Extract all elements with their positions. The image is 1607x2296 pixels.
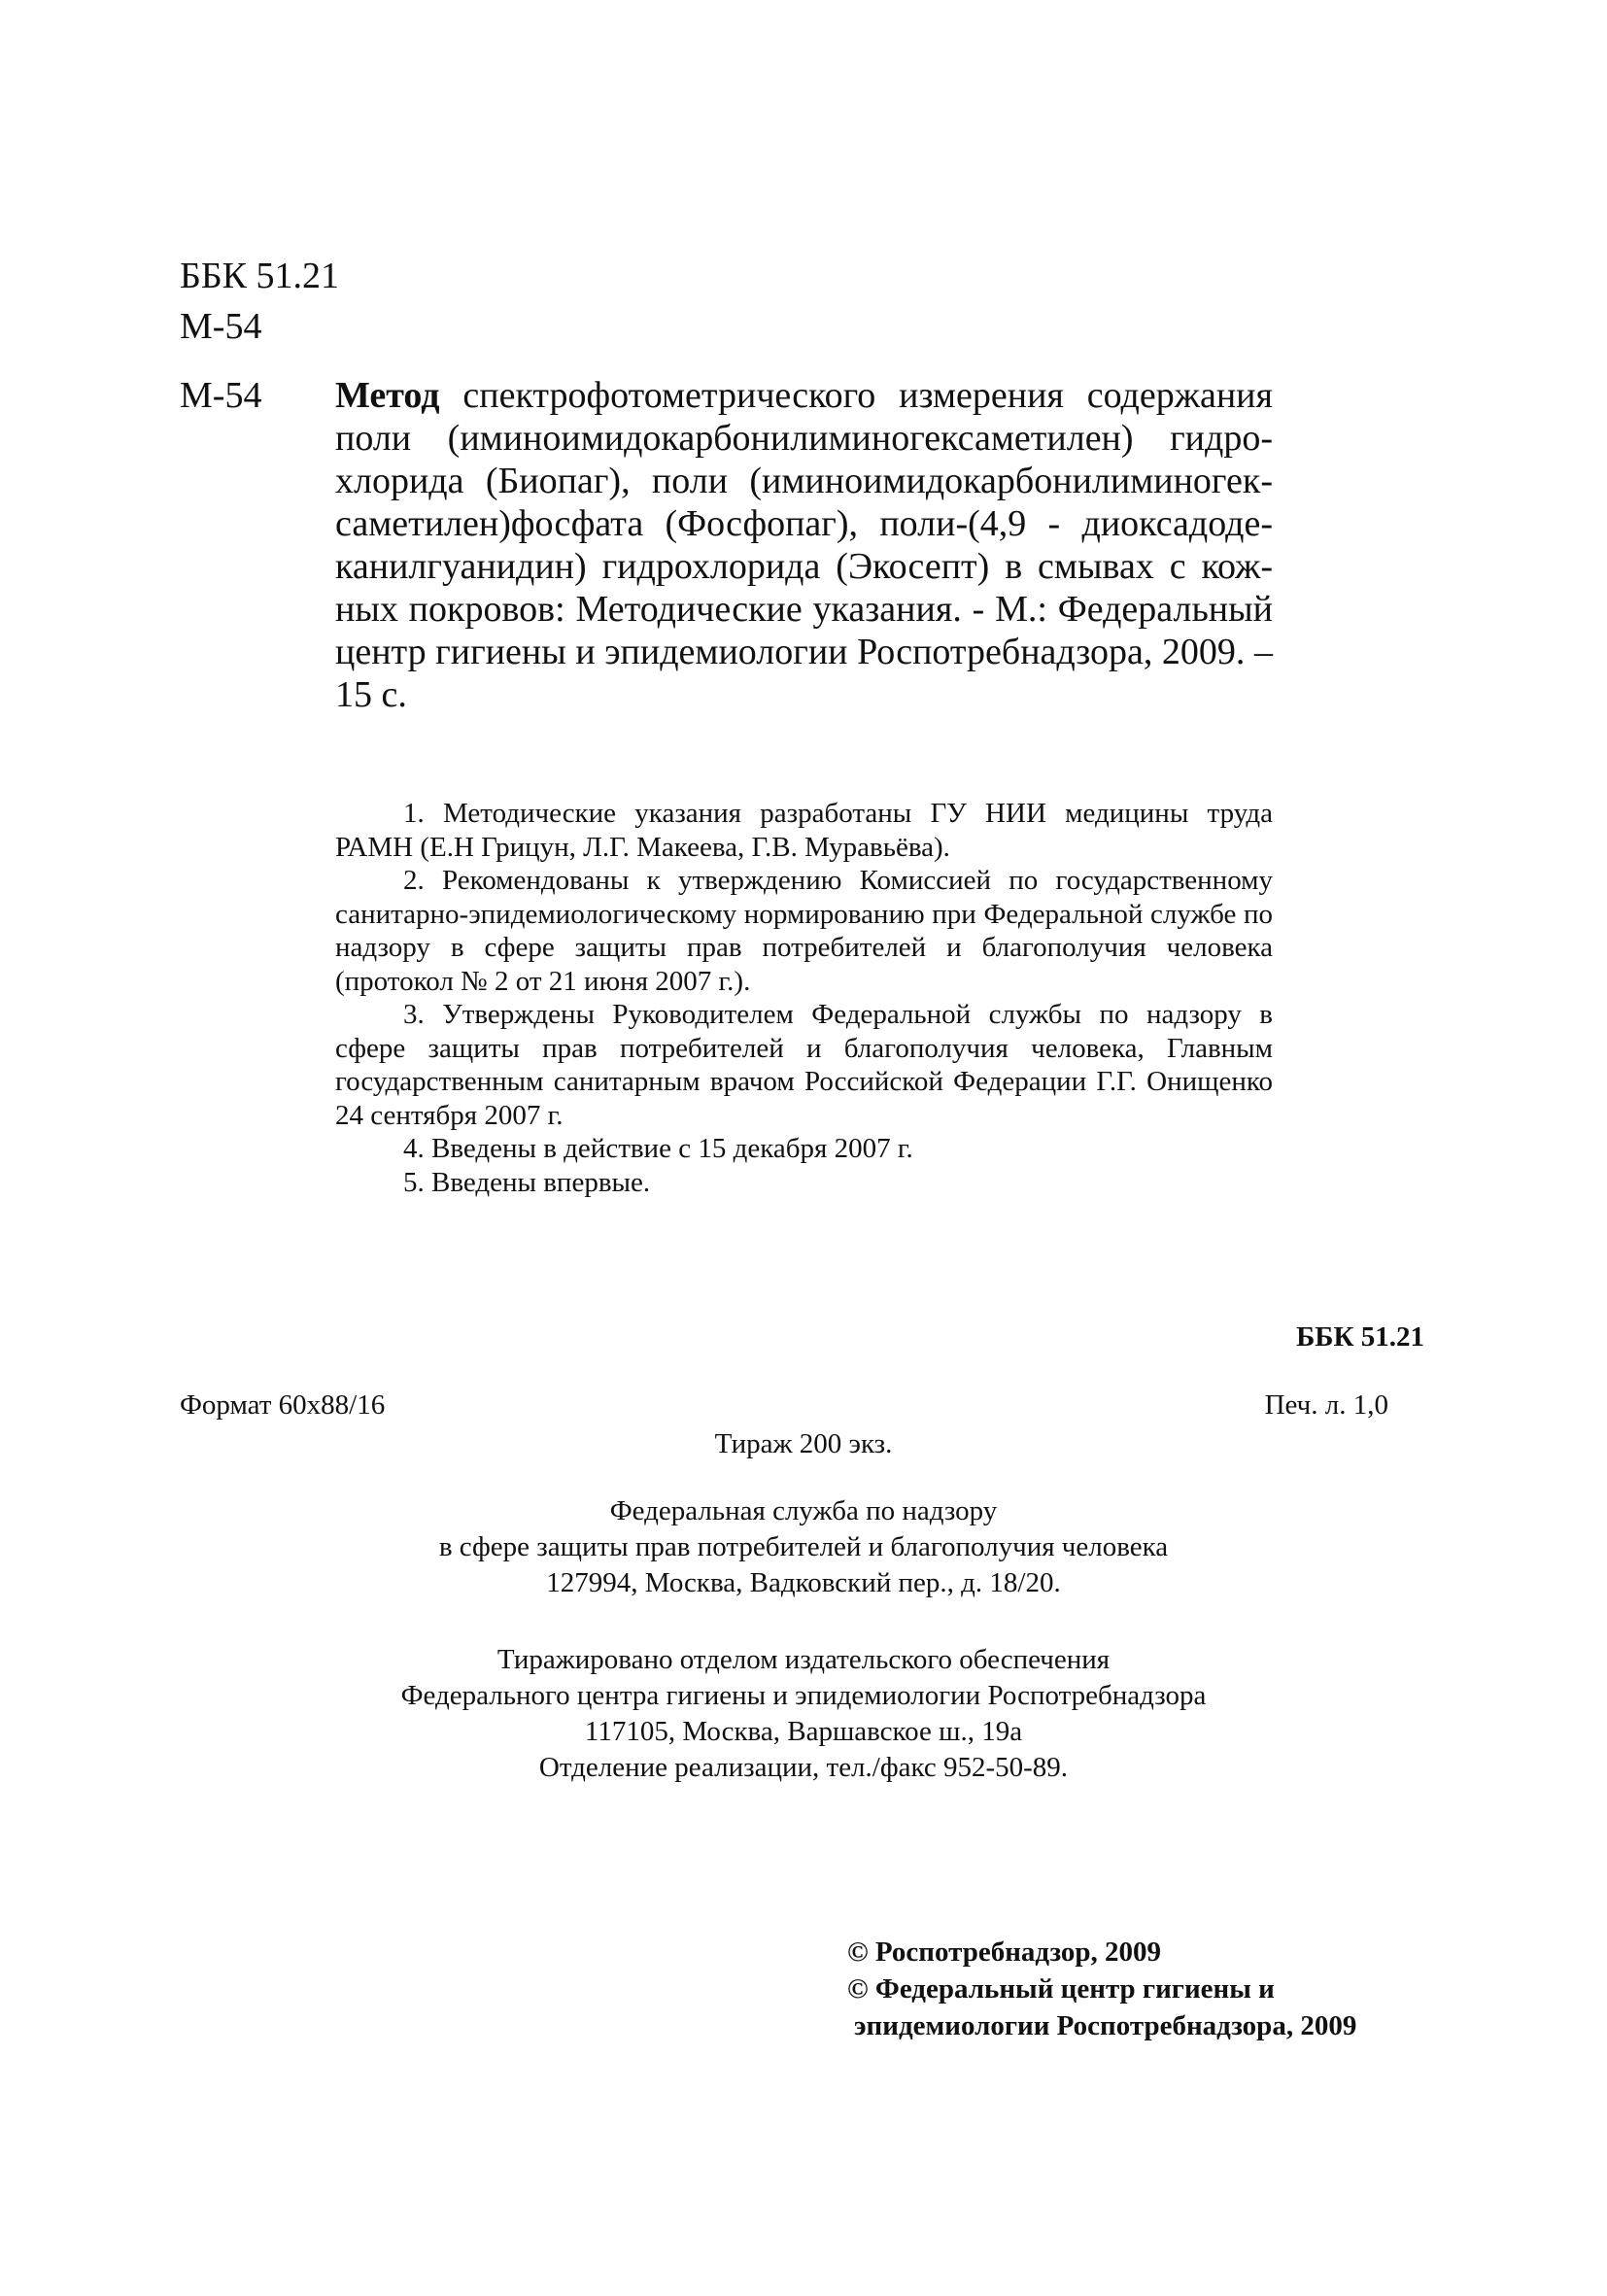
publisher-name-line1: Федеральная служба по надзору [609, 1495, 998, 1526]
author-mark: М-54 [180, 306, 262, 347]
printer-block [0, 1642, 1607, 1786]
note-first-edition: 5. Введены впервые. [403, 1166, 651, 1198]
publisher-block [0, 1493, 1607, 1601]
copyright-block [847, 1934, 1356, 2044]
imprint-bbk: ББК 51.21 [1296, 1321, 1424, 1353]
bbk-code: ББК 51.21 [180, 256, 339, 296]
imprint-sheets: Печ. л. 1,0 [1264, 1389, 1388, 1421]
publisher-address: 127994, Москва, Вадковский пер., д. 18/20. [546, 1567, 1061, 1598]
copyright-line2: © Федеральный центр гигиены и [847, 1973, 1275, 2005]
note-approval: 3. Утверждены Руководителем Федеральной службы по надзору в сфере защиты прав потребителей и благополучия человека, Главным государственным санитарным врачом Российской Федерации Г.Г. Онищенко 24 сентября 2007 г. [335, 999, 1273, 1131]
publisher-name-line2: в сфере защиты прав потребителей и благополучия человека [438, 1531, 1169, 1562]
note-recommendation: 2. Рекомендованы к утверждению Комиссией по государственному санитарно-эпидемиологическому нормированию при Федеральной службе по надзору в сфере защиты прав потребителей и благополучия человека (протокол № 2 от 21 июня 2007 г.). [335, 865, 1273, 997]
imprint-print-run: Тираж 200 экз. [714, 1428, 893, 1459]
printer-sales: Отделение реализации, тел./факс 952-50-89. [538, 1752, 1069, 1783]
development-notes [335, 797, 1273, 1199]
note-effective-date: 4. Введены в действие с 15 декабря 2007 г. [403, 1133, 913, 1164]
copyright-line1: © Роспотребнадзор, 2009 [847, 1936, 1162, 1968]
printer-line2: Федерального центра гигиены и эпидемиологии Роспотребнадзора [400, 1680, 1207, 1711]
copyright-line3: эпидемиологии Роспотребнадзора, 2009 [854, 2010, 1357, 2041]
bbk-codes-block [180, 251, 339, 352]
note-developers: 1. Методические указания разработаны ГУ НИИ медицины труда РАМН (Е.Н Грицун, Л.Г. Макеева, Г.В. Муравьёва). [335, 798, 1273, 863]
catalog-entry-title-bold: Метод [335, 375, 440, 416]
catalog-entry-text: спектрофотометрического измерения содержания поли (иминоимидокарбонилиминогексаметилен) гидрохлорида (Биопаг), поли (иминоимидокарбонилиминогексаметилен)фосфата (Фосфопаг), поли-(4,9 - диоксадодеканилгуанидин) гидрохлорида (Экосепт) в смывах с кожных покровов: Методические указания. - М.: Федеральный центр гигиены и эпидемиологии Роспотребнадзора, 2009. – 15 с. [335, 375, 1273, 715]
imprint-format: Формат 60х88/16 [180, 1389, 386, 1421]
catalog-entry [335, 374, 1273, 716]
catalog-entry-code: М-54 [180, 375, 262, 416]
printer-line1: Тиражировано отделом издательского обеспечения [496, 1644, 1111, 1675]
printer-address: 117105, Москва, Варшавское ш., 19а [584, 1716, 1023, 1747]
